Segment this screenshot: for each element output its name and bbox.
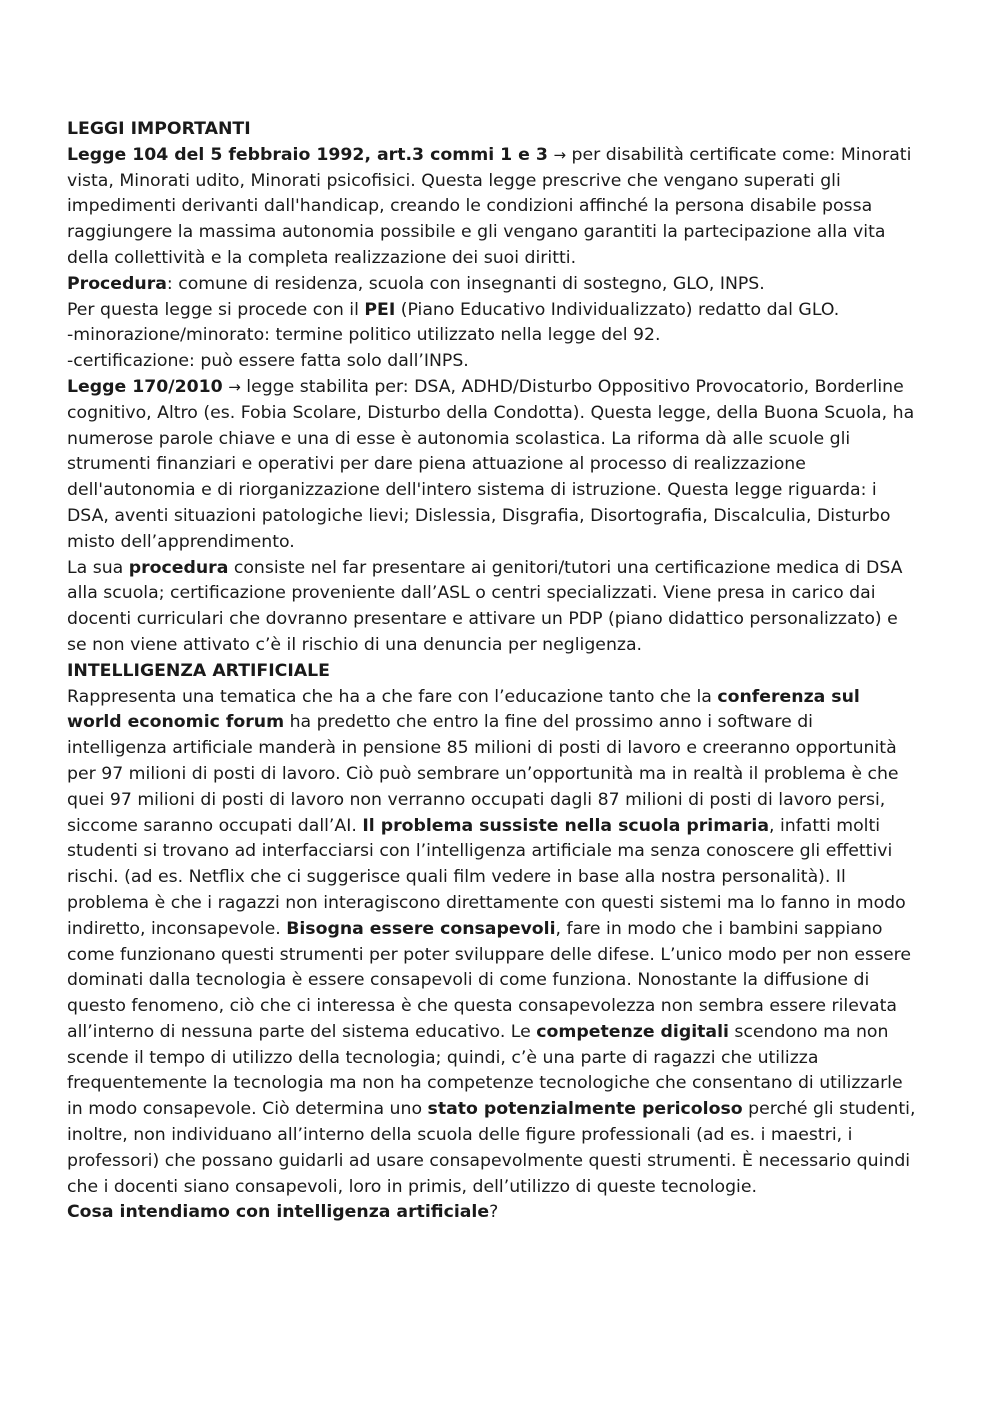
bold-conferenza: conferenza sul world economic forum [67,686,860,733]
procedura-text: : comune di residenza, scuola con insegnanti di sostegno, GLO, INPS. [166,273,765,294]
paragraph-legge-170 [67,375,917,556]
bold-stato: stato potenzialmente pericoloso [427,1099,743,1120]
section-heading-ai: INTELLIGENZA ARTIFICIALE [67,660,330,681]
paragraph-legge-104 [67,143,917,272]
procedura-label: Procedura [67,273,167,294]
document-page [67,117,917,1226]
legge-170-text: legge stabilita per: DSA, ADHD/Disturbo Oppositivo Provocatorio, Borderline cognitivo, Altro (es. Fobia Scolare, Disturbo della Condotta). Questa legge, della Buona Scuola, ha numerose parole chiave e una di esse è autonomia scolastica. La riforma dà alle scuole gli strumenti finanziari e operativi per dare piena attuazione al processo di realizzazione dell'autonomia e di riorganizzazione dell'intero sistema di istruzione. Questa legge riguarda: i DSA, aventi situazioni patologiche lievi; Dislessia, Disgrafia, Disortografia, Discalculia, Disturbo misto dell’apprendimento. [67,376,915,552]
paragraph-procedura [67,272,917,298]
paragraph-ai: Rappresenta una tematica che ha a che fare con l’educazione tanto che la conferenza sul world economic forum ha predetto che entro la fine del prossimo anno i software di intelligenza artificiale manderà in pensione 85 milioni di posti di lavoro e creeranno opportunità per 97 milioni di posti di lavoro. Ciò può sembrare un’opportunità ma in realtà il problema è che quei 97 milioni di posti di lavoro non verranno occupati dagli 87 milioni di posti di lavoro persi, siccome saranno occupati dall’AI. Il problema sussiste nella scuola primaria, infatti molti studenti si trovano ad interfacciarsi con l’intelligenza artificiale ma senza conoscere gli effettivi rischi. (ad es. Netflix che ci suggerisce quali film vedere in base alla nostra personalità). Il problema è che i ragazzi non interagiscono direttamente con questi sistemi ma lo fanno in modo indiretto, inconsapevole. Bisogna essere consapevoli, fare in modo che i bambini sappiano come funzionano questi strumenti per poter sviluppare delle difese. L’unico modo per non essere dominati dalla tecnologia è essere consapevoli di come funziona. Nonostante la diffusione di questo fenomeno, ciò che ci interessa è che questa consapevolezza non sembra essere rilevata all’interno di nessuna parte del sistema educativo. Le competenze digitali scendono ma non scende il tempo di utilizzo della tecnologia; quindi, c’è una parte di ragazzi che utilizza frequentemente la tecnologia ma non ha competenze tecnologiche che consentano di utilizzarle in modo consapevole. Ciò determina uno stato potenzialmente pericoloso perché gli studenti, inoltre, non individuano all’interno della scuola delle figure professionali (ad es. i maestri, i professori) che possano guidarli ad usare consapevolmente questi strumenti. È necessario quindi che i docenti siano consapevoli, loro in primis, dell’utilizzo di queste tecnologie. [67,686,916,1197]
question-bold: Cosa intendiamo con intelligenza artificiale [67,1202,490,1223]
bold-competenze: competenze digitali [536,1021,729,1042]
pei-label: PEI [364,299,396,320]
legge-104-text: per disabilità certificate come: Minorati vista, Minorati udito, Minorati psicofisici. Questa legge prescrive che vengano superati gli impedimenti derivanti dall'handicap, creando le condizioni affinché la persona disabile possa raggiungere la massima autonomia possibile e gli vengano garantiti la partecipazione alla vita della collettività e la completa realizzazione dei suoi diritti. [67,144,912,268]
legge-170-title: Legge 170/2010 [67,376,223,397]
paragraph-pei: Per questa legge si procede con il PEI (Piano Educativo Individualizzato) redatto dal GLO. [67,299,840,320]
legge-104-title: Legge 104 del 5 febbraio 1992, art.3 commi 1 e 3 [67,144,548,165]
paragraph-certificazione: -certificazione: può essere fatta solo dall’INPS. [67,351,469,372]
section-heading-leggi: LEGGI IMPORTANTI [67,119,251,139]
paragraph-question: Cosa intendiamo con intelligenza artificiale? [67,1202,499,1223]
paragraph-minorazione: -minorazione/minorato: termine politico utilizzato nella legge del 92. [67,325,661,346]
bold-problema: Il problema sussiste nella scuola primaria [362,815,769,836]
sua-procedura-label: procedura [128,557,229,578]
arrow-icon: → [553,145,567,164]
paragraph-sua-procedura: La sua procedura consiste nel far presentare ai genitori/tutori una certificazione medica di DSA alla scuola; certificazione proveniente dall’ASL o centri specializzati. Viene presa in carico dai docenti curriculari che dovranno presentare e attivare un PDP (piano didattico personalizzato) e se non viene attivato c’è il rischio di una denuncia per negligenza. [67,557,903,655]
bold-consapevoli: Bisogna essere consapevoli [286,918,556,939]
arrow-icon: → [228,377,241,396]
